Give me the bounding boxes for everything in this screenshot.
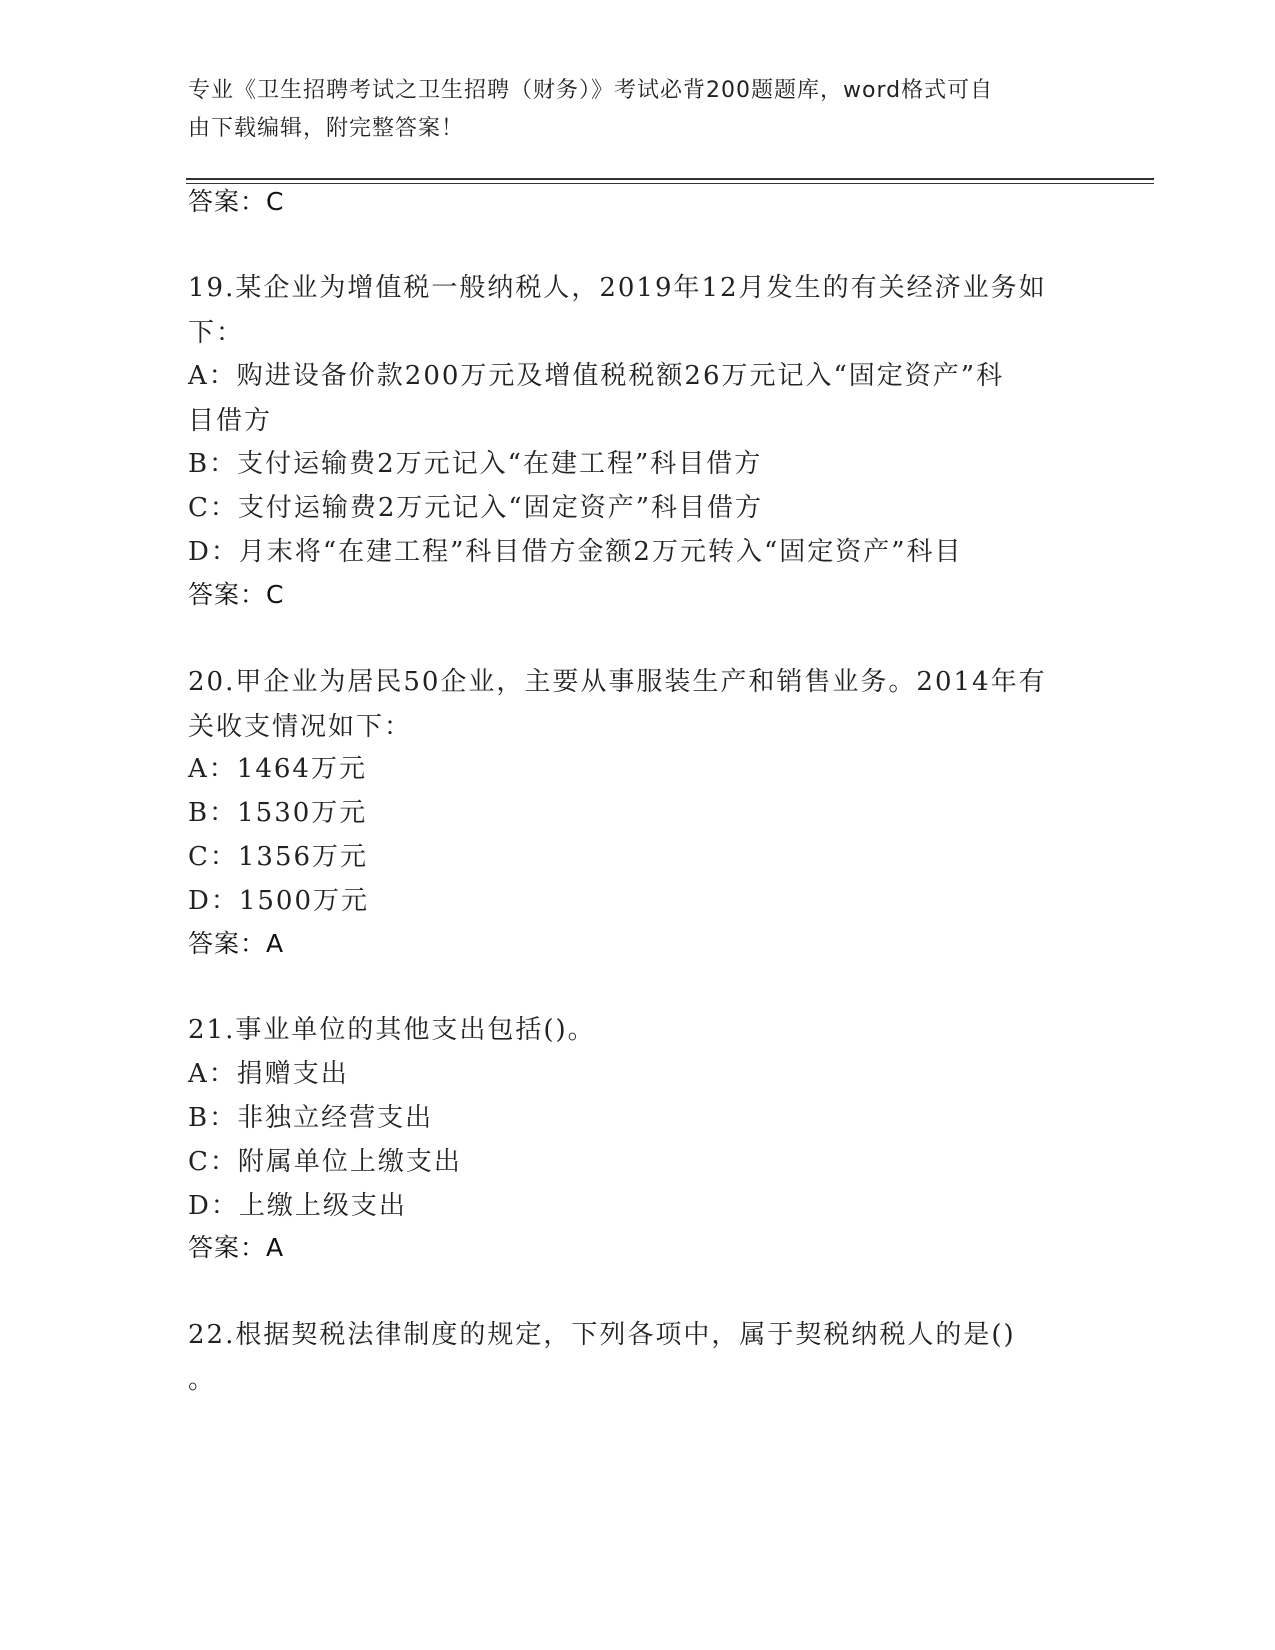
question-20-text-line-2: 关收支情况如下：	[188, 712, 413, 742]
question-20	[188, 660, 1068, 750]
header-divider	[186, 178, 1154, 180]
option-a-line-2: 目借方	[188, 406, 273, 436]
question-19-text-line-2: 下：	[188, 318, 245, 348]
question-20-option-c: C：1356万元	[188, 842, 369, 872]
question-19-option-b: B：支付运输费2万元记入“在建工程”科目借方	[188, 449, 763, 479]
answer-prev: 答案：C	[188, 187, 285, 216]
question-22	[188, 1313, 1068, 1403]
header-line-1: 专业《卫生招聘考试之卫生招聘（财务）》考试必背200题题库，word格式可自	[188, 78, 994, 103]
question-19-text-line-1: 19.某企业为增值税一般纳税人，2019年12月发生的有关经济业务如	[188, 273, 1047, 303]
question-21	[188, 1008, 1068, 1053]
question-20-answer: 答案：A	[188, 929, 285, 958]
question-20-option-a: A：1464万元	[188, 754, 367, 784]
question-20-option-d: D：1500万元	[188, 886, 370, 916]
question-21-option-d: D：上缴上级支出	[188, 1191, 407, 1221]
page-header	[188, 72, 1068, 148]
question-20-option-b: B：1530万元	[188, 798, 368, 828]
header-divider-thin	[186, 183, 1154, 184]
question-19	[188, 266, 1068, 356]
question-19-option-a	[188, 354, 1068, 444]
question-19-option-d: D：月末将“在建工程”科目借方金额2万元转入“固定资产”科目	[188, 537, 963, 567]
question-20-text-line-1: 20.甲企业为居民50企业，主要从事服装生产和销售业务。2014年有	[188, 667, 1047, 697]
question-22-text-line-2: 。	[188, 1365, 217, 1395]
question-21-option-a: A：捐赠支出	[188, 1059, 349, 1089]
question-21-option-b: B：非独立经营支出	[188, 1103, 434, 1133]
question-21-answer: 答案：A	[188, 1233, 285, 1262]
question-19-option-c: C：支付运输费2万元记入“固定资产”科目借方	[188, 493, 764, 523]
question-19-answer: 答案：C	[188, 580, 285, 609]
question-21-option-c: C：附属单位上缴支出	[188, 1147, 462, 1177]
header-line-2: 由下载编辑，附完整答案！	[188, 116, 465, 141]
option-a-line-1: A：购进设备价款200万元及增值税税额26万元记入“固定资产”科	[188, 361, 1005, 391]
question-21-text-line-1: 21.事业单位的其他支出包括()。	[188, 1015, 596, 1045]
question-22-text-line-1: 22.根据契税法律制度的规定，下列各项中，属于契税纳税人的是()	[188, 1320, 1016, 1350]
